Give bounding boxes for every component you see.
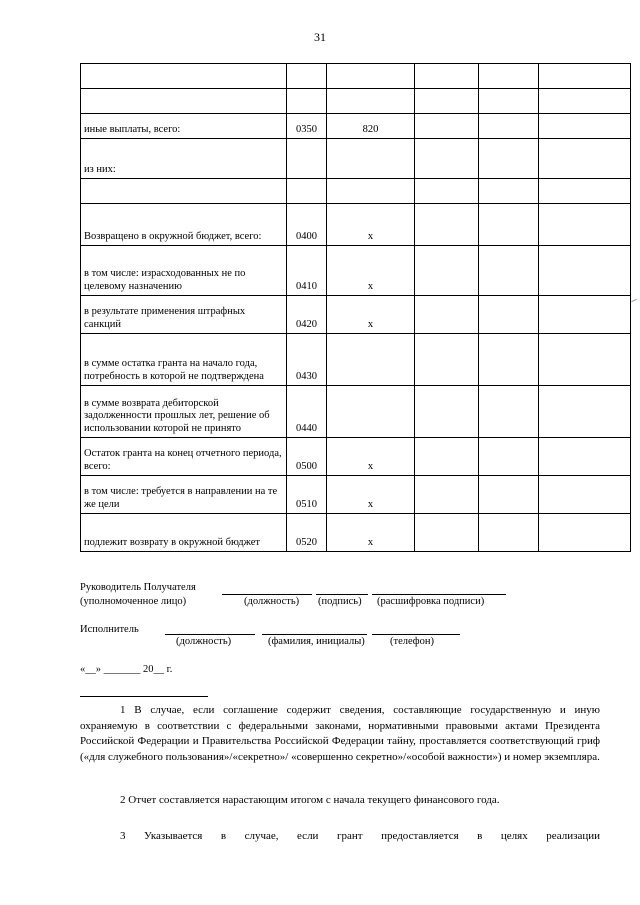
row-value: х xyxy=(327,514,415,552)
row-value xyxy=(327,179,415,204)
row-value: х xyxy=(327,438,415,476)
row-code: 0510 xyxy=(287,476,327,514)
row-code: 0440 xyxy=(287,386,327,438)
row-label: Возвращено в окружной бюджет, всего: xyxy=(81,204,287,246)
executor-position-caption: (должность) xyxy=(176,636,232,647)
row-value: х xyxy=(327,296,415,334)
executor-label: Исполнитель xyxy=(80,624,139,635)
executor-position-line xyxy=(165,634,255,635)
row-label: в том числе: израсходованных не по целевому назначению xyxy=(81,246,287,296)
row-code: 0350 xyxy=(287,114,327,139)
table-row xyxy=(81,89,631,114)
row-value xyxy=(327,89,415,114)
scan-mark xyxy=(631,299,637,302)
row-value: 820 xyxy=(327,114,415,139)
row-code: 0410 xyxy=(287,246,327,296)
executor-name-line xyxy=(262,634,367,635)
row-code xyxy=(287,64,327,89)
table-row xyxy=(81,476,631,514)
row-value: х xyxy=(327,476,415,514)
footnote-2: 2 Отчет составляется нарастающим итогом с начала текущего финансового года. xyxy=(120,794,500,806)
table-row xyxy=(81,296,631,334)
head-signature-caption: (подпись) xyxy=(318,596,362,607)
report-table xyxy=(80,63,631,552)
head-position-caption: (должность) xyxy=(244,596,300,607)
table-row xyxy=(81,64,631,89)
row-label: в том числе: требуется в направлении на те же цели xyxy=(81,476,287,514)
row-label: иные выплаты, всего: xyxy=(81,114,287,139)
row-code xyxy=(287,179,327,204)
table-row xyxy=(81,139,631,179)
head-position-line xyxy=(222,594,312,595)
table-row xyxy=(81,179,631,204)
row-label: в сумме остатка гранта на начало года, потребность в которой не подтверждена xyxy=(81,334,287,386)
row-code: 0430 xyxy=(287,334,327,386)
table-row xyxy=(81,246,631,296)
footnote-1: 1 В случае, если соглашение содержит сведения, составляющие государственную и иную охраняемую в соответствии с федеральными законами, нормативными правовыми актами Президента Российской Федерации и Правительства Российской Федерации тайну, проставляется соответствующий гриф («для служебного пользования»/«секретно»/ «совершенно секретно»/«особой важности») и номер экземпляра. xyxy=(80,704,600,763)
footnote-rule xyxy=(80,696,208,697)
row-label: в сумме возврата дебиторской задолженности прошлых лет, решение об использовании которой не принято xyxy=(81,386,287,438)
footnote-3: 3 Указывается в случае, если грант предоставляется в целях реализации xyxy=(120,830,600,842)
row-code xyxy=(287,89,327,114)
table-row xyxy=(81,438,631,476)
date-line: «__» _______ 20__ г. xyxy=(80,664,173,675)
row-label: из них: xyxy=(81,139,287,179)
row-label: подлежит возврату в окружной бюджет xyxy=(81,514,287,552)
table-row xyxy=(81,204,631,246)
row-code: 0520 xyxy=(287,514,327,552)
table-row xyxy=(81,334,631,386)
row-code xyxy=(287,139,327,179)
page-number: 31 xyxy=(314,30,326,44)
table-row xyxy=(81,386,631,438)
executor-phone-caption: (телефон) xyxy=(390,636,434,647)
head-sublabel: (уполномоченное лицо) xyxy=(80,596,187,607)
table-row xyxy=(81,114,631,139)
executor-phone-line xyxy=(372,634,460,635)
row-value xyxy=(327,386,415,438)
table-row xyxy=(81,514,631,552)
row-code: 0400 xyxy=(287,204,327,246)
row-value: х xyxy=(327,246,415,296)
row-label: в результате применения штрафных санкций xyxy=(81,296,287,334)
row-code: 0420 xyxy=(287,296,327,334)
row-value xyxy=(327,139,415,179)
row-label: Остаток гранта на конец отчетного периода, всего: xyxy=(81,438,287,476)
head-decoding-line xyxy=(372,594,506,595)
row-code: 0500 xyxy=(287,438,327,476)
row-label xyxy=(81,64,287,89)
head-label: Руководитель Получателя xyxy=(80,582,196,593)
executor-name-caption: (фамилия, инициалы) xyxy=(268,636,365,647)
row-value xyxy=(327,334,415,386)
head-decoding-caption: (расшифровка подписи) xyxy=(377,596,485,607)
row-label xyxy=(81,89,287,114)
head-signature-line xyxy=(316,594,368,595)
row-label xyxy=(81,179,287,204)
row-value: х xyxy=(327,204,415,246)
row-value xyxy=(327,64,415,89)
